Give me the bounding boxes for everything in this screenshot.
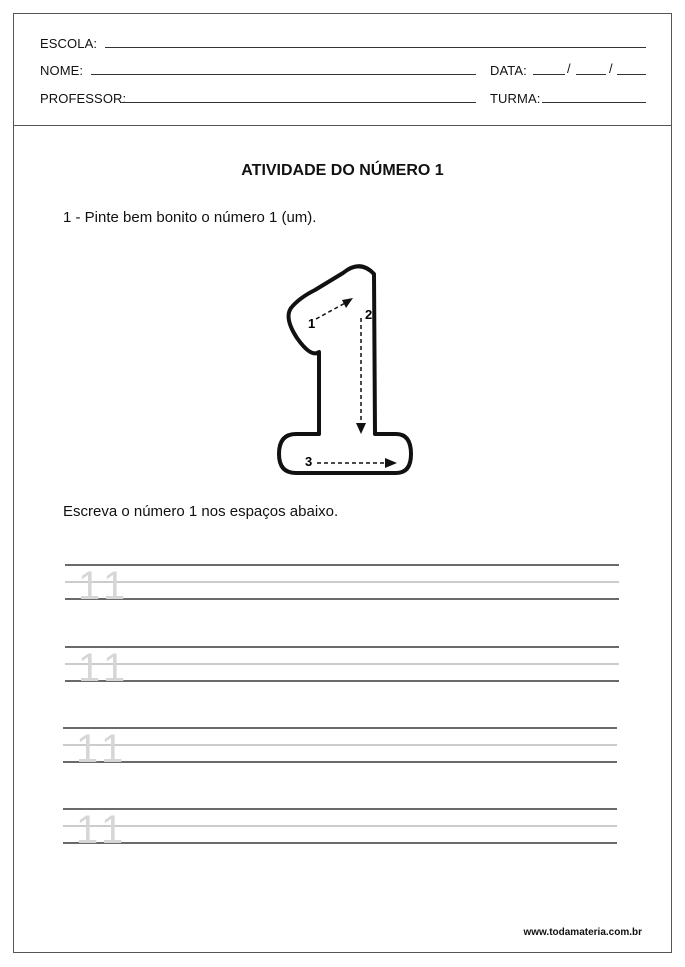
instruction-color: 1 - Pinte bem bonito o número 1 (um). [63,209,317,226]
practice-row[interactable] [63,727,617,771]
date-label: DATA: [490,63,527,78]
date-separator: / [567,61,571,76]
school-label: ESCOLA: [40,36,98,51]
date-separator: / [609,61,613,76]
guide-digit: 1 [101,727,124,771]
practice-row[interactable] [65,564,619,608]
guide-digit: 1 [76,808,99,852]
practice-row[interactable] [63,808,617,852]
page-title: ATIVIDADE DO NÚMERO 1 [241,162,444,179]
teacher-label: PROFESSOR: [40,91,127,106]
footer-url: www.todamateria.com.br [523,927,642,938]
guide-digit: 1 [78,646,101,690]
stroke-number-3: 3 [305,454,313,469]
guide-digit: 1 [103,564,126,608]
guide-digit: 1 [101,808,124,852]
stroke-number-2: 2 [365,307,373,322]
name-label: NOME: [40,63,84,78]
guide-digit: 1 [76,727,99,771]
guide-digit: 1 [78,564,101,608]
practice-row[interactable] [65,646,619,690]
stroke-number-1: 1 [308,316,316,331]
instruction-write: Escreva o número 1 nos espaços abaixo. [63,503,339,520]
class-label: TURMA: [490,91,541,106]
guide-digit: 1 [103,646,126,690]
